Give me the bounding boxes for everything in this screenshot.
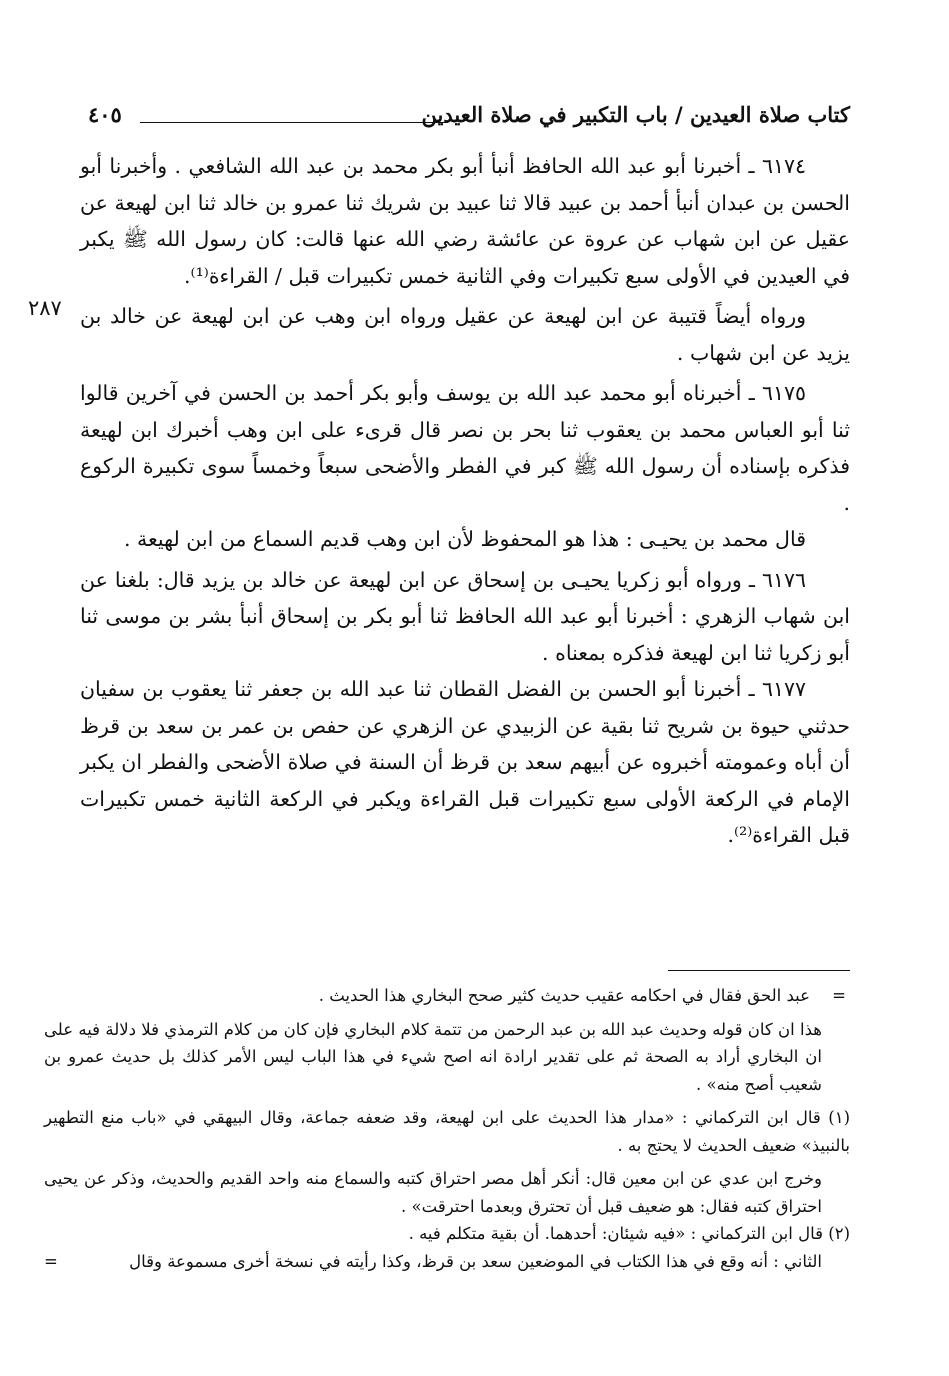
footnote-2-continued — [44, 1248, 850, 1276]
header-rule — [140, 122, 448, 123]
footnote-continuation-paragraph: هذا ان كان قوله وحديث عبد الله بن عبد الرحمن من تتمة كلام البخاري فإن كان من كلام الترمذي فلا دلالة فيه على ان البخاري أراد به الصحة ثم على تقدير ارادة انه اصح شيء في هذا الباب ليس الأمر كذلك بل حديث عمرو بن شعيب أصح منه» . — [44, 1019, 822, 1094]
main-text — [80, 148, 850, 854]
page-number: ٤٠٥ — [88, 102, 122, 127]
footnotes — [44, 982, 850, 1275]
footnote-continuation — [44, 982, 850, 1010]
paragraph-muhammad-bin-yahya: قال محمد بن يحيـى : هذا هو المحفوظ لأن ابن وهب قديم السماع من ابن لهيعة . — [123, 527, 806, 551]
footnote-1-continued: وخرج ابن عدي عن ابن معين قال: أنكر أهل مصر احتراق كتبه والسماع منه واحد القديم والحديث، وذكر عن يحيى احتراق كتبه فقال: هو ضعيف قبل أن تحترق وبعدما احترقت» . — [44, 1169, 822, 1216]
paragraph-narration-note: ورواه أيضاً قتيبة عن ابن لهيعة عن عقيل ورواه ابن وهب عن ابن لهيعة عن خالد بن يزيد عن ابن شهاب . — [80, 304, 850, 365]
footnote-continuation-text: عبد الحق فقال في احكامه عقيب حديث كثير صحح البخاري هذا الحديث . — [318, 986, 810, 1005]
continues-next-page-mark: = — [44, 1251, 58, 1271]
margin-page-reference: ٢٨٧ — [28, 296, 62, 320]
footnote-separator — [668, 970, 850, 971]
hadith-6174: ٦١٧٤ ـ أخبرنا أبو عبد الله الحافظ أنبأ أبو بكر محمد بن عبد الله الشافعي . وأخبرنا أبو الحسن بن عبدان أنبأ أحمد بن عبيد قالا ثنا عبيد بن شريك ثنا عمرو بن خالد ثنا ابن لهيعة عن عقيل عن ابن شهاب عن عروة عن عائشة رضي الله عنها قالت: كان رسول الله ﷺ يكبر في العيدين في الأولى سبع تكبيرات وفي الثانية خمس تكبيرات قبل / القراءة⁽¹⁾. — [80, 154, 850, 288]
running-header — [88, 100, 850, 140]
footnote-2-continued-text: الثاني : أنه وقع في هذا الكتاب في الموضعين سعد بن قرظ، وكذا رأيته في نسخة أخرى مسموعة وقال — [129, 1251, 822, 1271]
header-title: كتاب صلاة العيدين / باب التكبير في صلاة العيدين — [421, 102, 850, 127]
hadith-6175: ٦١٧٥ ـ أخبرناه أبو محمد عبد الله بن يوسف وأبو بكر أحمد بن الحسن في آخرين قالوا ثنا أبو العباس محمد بن يعقوب ثنا بحر بن نصر قال قرىء على ابن وهب أخبرك ابن لهيعة فذكره بإسناده أن رسول الله ﷺ كبر في الفطر والأضحى سبعاً وخمساً سوى تكبيرة الركوع . — [80, 381, 850, 515]
footnote-2: (٢) قال ابن التركماني : «فيه شيئان: أحدهما. أن بقية متكلم فيه . — [408, 1224, 850, 1243]
footnote-1: (١) قال ابن التركماني : «مدار هذا الحديث على ابن لهيعة، وقد ضعفه جماعة، وقال البيهقي في «باب منع التطهير بالنبيذ» ضعيف الحديث لا يحتج به . — [44, 1108, 850, 1155]
hadith-6176: ٦١٧٦ ـ ورواه أبو زكريا يحيـى بن إسحاق عن ابن لهيعة عن خالد بن يزيد قال: بلغنا عن ابن شهاب الزهري : أخبرنا أبو عبد الله الحافظ ثنا أبو بكر بن إسحاق أنبأ بشر بن موسى ثنا أبو زكريا ثنا ابن لهيعة فذكره بمعناه . — [80, 567, 850, 665]
hadith-6177: ٦١٧٧ ـ أخبرنا أبو الحسن بن الفضل القطان ثنا عبد الله بن جعفر ثنا يعقوب بن سفيان حدثني حيوة بن شريح ثنا بقية عن الزبيدي عن الزهري عن حفص بن عمر بن سعد بن قرظ أن أباه وعمومته أخبروه عن أبيهم سعد بن قرظ أن السنة في صلاة الأضحى والفطر ان يكبر الإمام في الركعة الأولى سبع تكبيرات قبل القراءة ويكبر في الركعة الثانية خمس تكبيرات قبل القراءة⁽²⁾. — [80, 677, 850, 847]
continuation-mark: = — [832, 986, 846, 1005]
